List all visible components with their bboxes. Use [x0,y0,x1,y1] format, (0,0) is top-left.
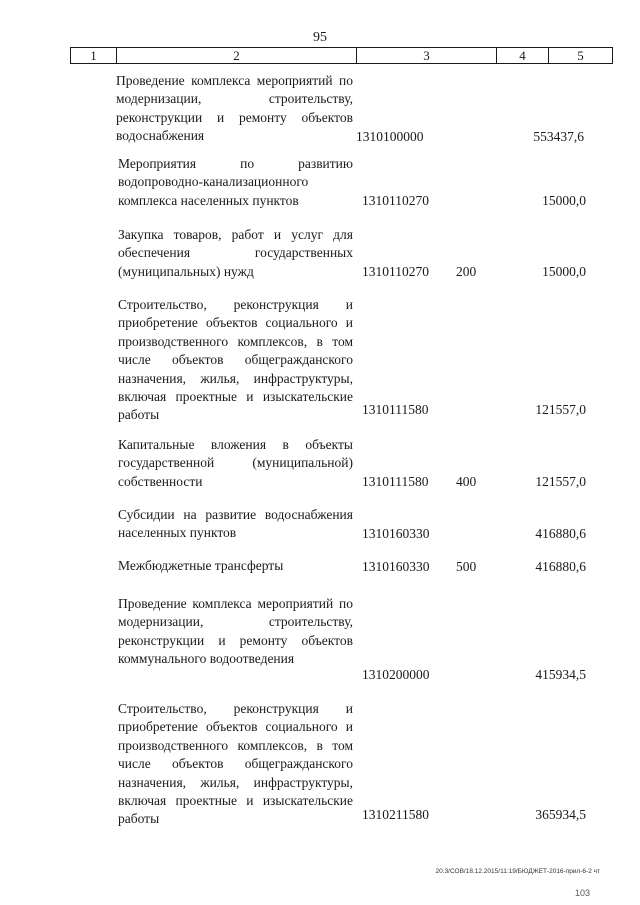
row-code: 1310200000 [362,667,430,682]
row-amount: 416880,6 [535,526,586,541]
table-row [0,226,640,281]
row-code: 1310160330 [362,559,430,574]
row-code: 1310160330 [362,526,430,541]
row-description: Строительство, реконструкция и приобретение объектов социального и производственного комплексов, в том числе объектов общегражданского назначения, жилья, инфраструктуры, включая проектные и изыскательские работы [118,701,353,827]
page-mark: 103 [574,888,590,898]
row-amount: 365934,5 [535,807,586,822]
table-header [70,47,613,64]
row-code: 1310111580 [362,402,429,417]
row-amount: 416880,6 [535,559,586,574]
row-amount: 415934,5 [535,667,586,682]
table-row [0,155,640,210]
row-description: Проведение комплекса мероприятий по модернизации, строительству, реконструкции и ремонту объектов водоснабжения [116,73,353,144]
page-number: 95 [313,30,327,45]
row-amount: 15000,0 [542,264,586,279]
row-code: 1310211580 [362,807,429,822]
header-col-1: 1 [90,47,97,63]
header-col-4: 4 [496,48,548,63]
table-row [0,296,640,423]
table-row [0,595,640,684]
row-description: Субсидии на развитие водоснабжения населенных пунктов [118,507,353,541]
row-amount: 15000,0 [542,193,586,208]
table-row [0,72,640,146]
header-col-2: 2 [116,48,356,63]
row-amount: 121557,0 [535,474,586,489]
row-amount: 553437,6 [533,129,584,144]
row-code: 1310110270 [362,193,429,208]
row-expense-type: 500 [456,559,477,574]
row-description: Закупка товаров, работ и услуг для обеспечения государственных (муниципальных) нужд [118,227,353,279]
row-description: Мероприятия по развитию водопроводно-канализационного комплекса населенных пунктов [118,156,353,208]
row-description: Строительство, реконструкция и приобретение объектов социального и производственного комплексов, в том числе объектов общегражданского назначения, жилья, инфраструктуры, включая проектные и изыскательские работы [118,297,353,423]
row-description: Капитальные вложения в объекты государственной (муниципальной) собственности [118,437,353,489]
header-col-5: 5 [548,48,612,63]
table-row [0,557,640,576]
row-code: 1310110270 [362,264,429,279]
table-row [0,436,640,491]
document-reference-footer: 20.3/СОВ/18.12.2015/11:19/БЮДЖЕТ-2016-прил-6-2 чт [435,868,600,875]
row-expense-type: 400 [456,474,477,489]
row-code: 1310100000 [356,129,424,144]
row-expense-type: 200 [456,264,477,279]
row-amount: 121557,0 [535,402,586,417]
table-row [0,506,640,543]
row-code: 1310111580 [362,474,429,489]
row-description: Проведение комплекса мероприятий по модернизации, строительству, реконструкции и ремонту объектов коммунального водоотведения [118,596,353,667]
row-description: Межбюджетные трансферты [118,558,284,573]
table-row [0,700,640,827]
header-col-3: 3 [356,48,496,63]
